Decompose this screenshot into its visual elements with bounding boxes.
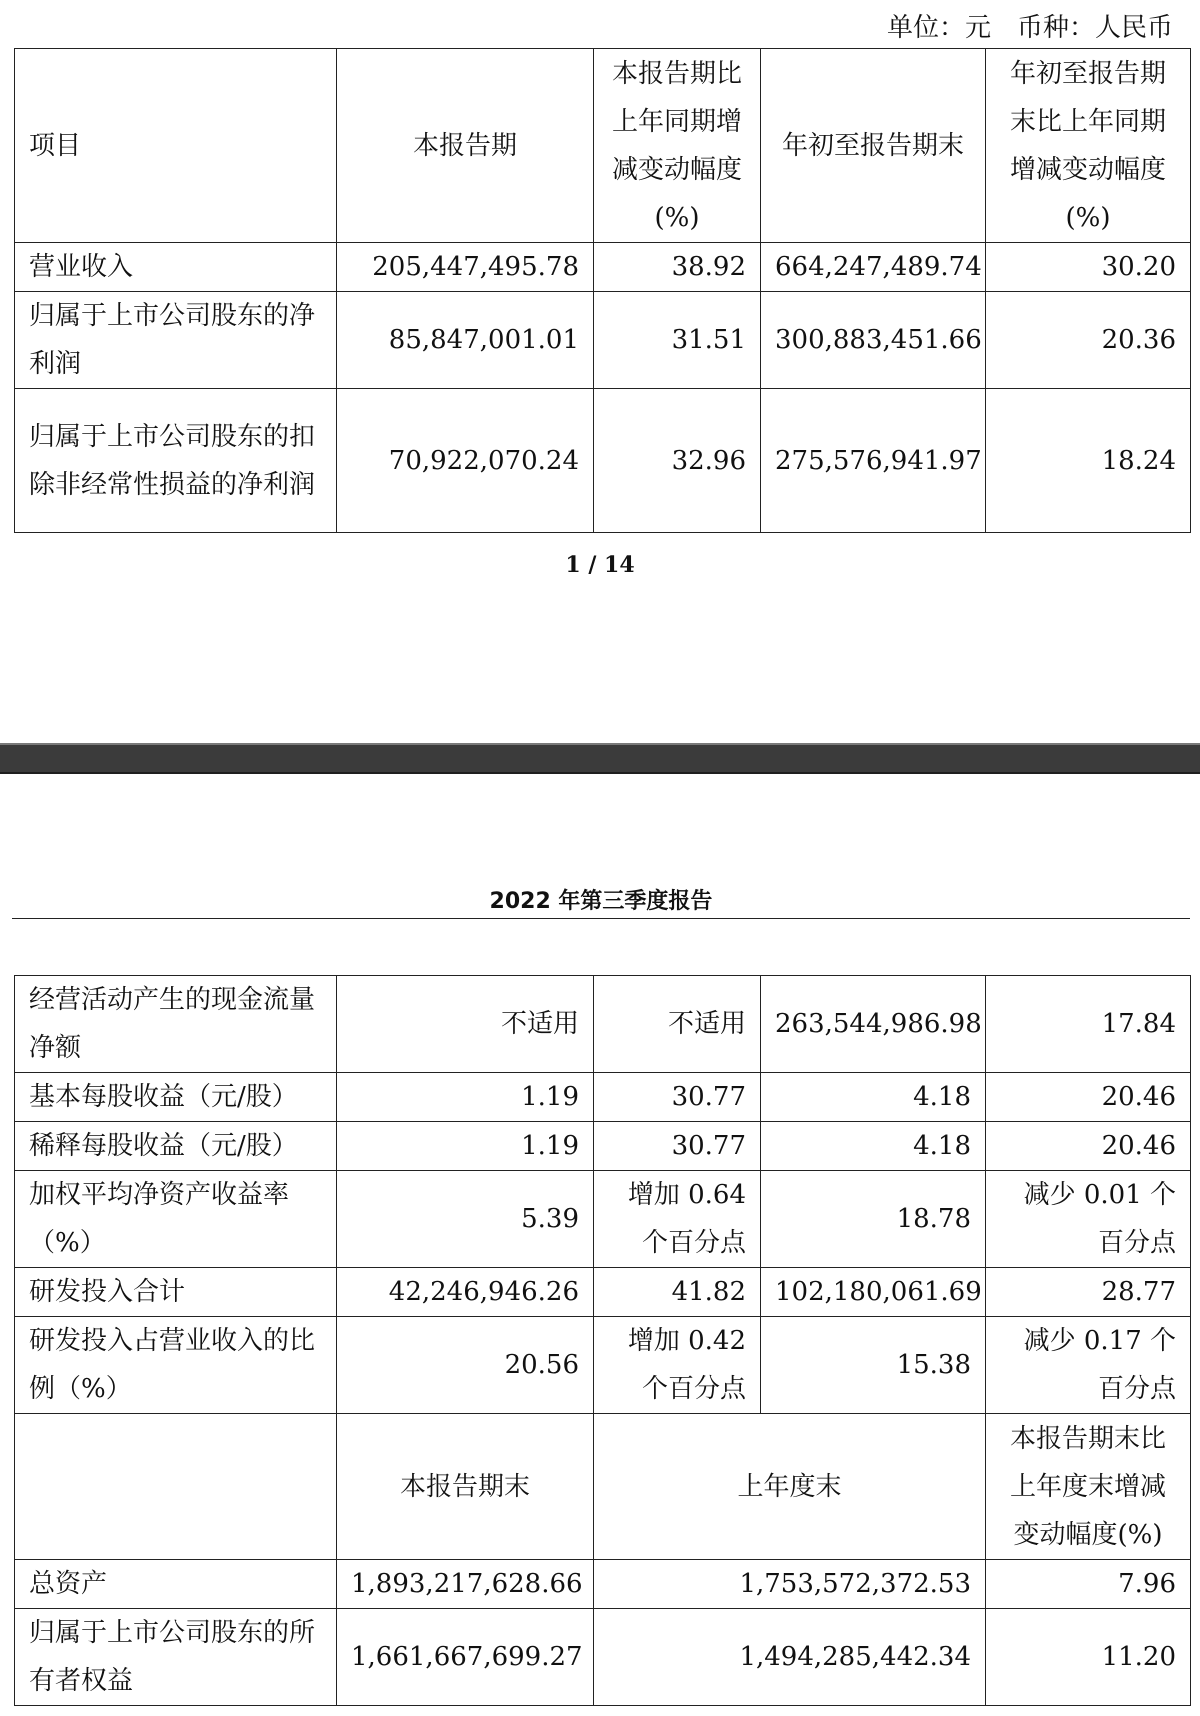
table-row (15, 976, 1191, 1073)
financial-table-bottom (14, 975, 1191, 1706)
row-current-change: 41.82 (594, 1268, 761, 1317)
row-current: 不适用 (337, 976, 594, 1073)
row-item: 经营活动产生的现金流量净额 (15, 976, 337, 1073)
header-current-change: 本报告期比上年同期增减变动幅度(%) (594, 49, 761, 243)
balance-header-row (15, 1414, 1191, 1560)
table-row (15, 389, 1191, 533)
table-row (15, 1317, 1191, 1414)
row-ytd-change: 减少 0.01 个百分点 (986, 1171, 1191, 1268)
balance-header-last-year-end: 上年度末 (594, 1414, 986, 1560)
row-ytd-change: 20.46 (986, 1122, 1191, 1171)
row-ytd: 4.18 (761, 1122, 986, 1171)
row-ytd: 275,576,941.97 (761, 389, 986, 533)
row-period-end: 1,893,217,628.66 (337, 1560, 594, 1609)
row-current: 205,447,495.78 (337, 243, 594, 292)
header-item: 项目 (15, 49, 337, 243)
row-current: 85,847,001.01 (337, 292, 594, 389)
header-ytd: 年初至报告期末 (761, 49, 986, 243)
table-row (15, 1560, 1191, 1609)
row-ytd-change: 20.46 (986, 1073, 1191, 1122)
row-ytd-change: 18.24 (986, 389, 1191, 533)
table-row (15, 1171, 1191, 1268)
row-change: 11.20 (986, 1609, 1191, 1706)
table-row (15, 243, 1191, 292)
row-current-change: 增加 0.42 个百分点 (594, 1317, 761, 1414)
row-ytd: 4.18 (761, 1073, 986, 1122)
table-row (15, 1073, 1191, 1122)
row-ytd: 18.78 (761, 1171, 986, 1268)
row-current: 5.39 (337, 1171, 594, 1268)
row-ytd-change: 20.36 (986, 292, 1191, 389)
row-item: 加权平均净资产收益率（%） (15, 1171, 337, 1268)
row-item: 总资产 (15, 1560, 337, 1609)
row-ytd: 15.38 (761, 1317, 986, 1414)
row-item: 营业收入 (15, 243, 337, 292)
row-item: 研发投入合计 (15, 1268, 337, 1317)
row-current-change: 30.77 (594, 1122, 761, 1171)
row-last-year-end: 1,753,572,372.53 (594, 1560, 986, 1609)
row-item: 归属于上市公司股东的所有者权益 (15, 1609, 337, 1706)
row-item: 稀释每股收益（元/股） (15, 1122, 337, 1171)
unit-label: 单位：元 (886, 13, 991, 43)
row-ytd-change: 30.20 (986, 243, 1191, 292)
row-period-end: 1,661,667,699.27 (337, 1609, 594, 1706)
row-ytd: 263,544,986.98 (761, 976, 986, 1073)
row-current: 20.56 (337, 1317, 594, 1414)
row-current-change: 38.92 (594, 243, 761, 292)
currency-label: 币种：人民币 (1016, 13, 1173, 43)
table-row (15, 1122, 1191, 1171)
header-current: 本报告期 (337, 49, 594, 243)
header-rule (12, 918, 1190, 919)
page-break-separator (0, 743, 1200, 774)
row-current-change: 增加 0.64 个百分点 (594, 1171, 761, 1268)
row-current-change: 32.96 (594, 389, 761, 533)
row-current: 1.19 (337, 1073, 594, 1122)
row-current-change: 31.51 (594, 292, 761, 389)
row-current-change: 30.77 (594, 1073, 761, 1122)
table-row (15, 1268, 1191, 1317)
financial-table-top (14, 48, 1191, 533)
row-current: 42,246,946.26 (337, 1268, 594, 1317)
row-ytd: 102,180,061.69 (761, 1268, 986, 1317)
row-ytd-change: 减少 0.17 个百分点 (986, 1317, 1191, 1414)
page-number: 1 / 14 (565, 552, 635, 578)
row-current-change: 不适用 (594, 976, 761, 1073)
document-header: 2022 年第三季度报告 (489, 889, 713, 914)
row-current: 1.19 (337, 1122, 594, 1171)
row-item: 归属于上市公司股东的扣除非经常性损益的净利润 (15, 389, 337, 533)
row-ytd: 300,883,451.66 (761, 292, 986, 389)
row-ytd-change: 17.84 (986, 976, 1191, 1073)
table-row (15, 1609, 1191, 1706)
table-header-row (15, 49, 1191, 243)
row-item: 归属于上市公司股东的净利润 (15, 292, 337, 389)
header-ytd-change: 年初至报告期末比上年同期增减变动幅度(%) (986, 49, 1191, 243)
unit-line (0, 8, 1173, 48)
balance-header-item (15, 1414, 337, 1560)
row-item: 基本每股收益（元/股） (15, 1073, 337, 1122)
row-item: 研发投入占营业收入的比例（%） (15, 1317, 337, 1414)
row-change: 7.96 (986, 1560, 1191, 1609)
row-ytd: 664,247,489.74 (761, 243, 986, 292)
balance-header-change: 本报告期末比上年度末增减变动幅度(%) (986, 1414, 1191, 1560)
row-ytd-change: 28.77 (986, 1268, 1191, 1317)
row-current: 70,922,070.24 (337, 389, 594, 533)
row-last-year-end: 1,494,285,442.34 (594, 1609, 986, 1706)
table-row (15, 292, 1191, 389)
balance-header-period-end: 本报告期末 (337, 1414, 594, 1560)
